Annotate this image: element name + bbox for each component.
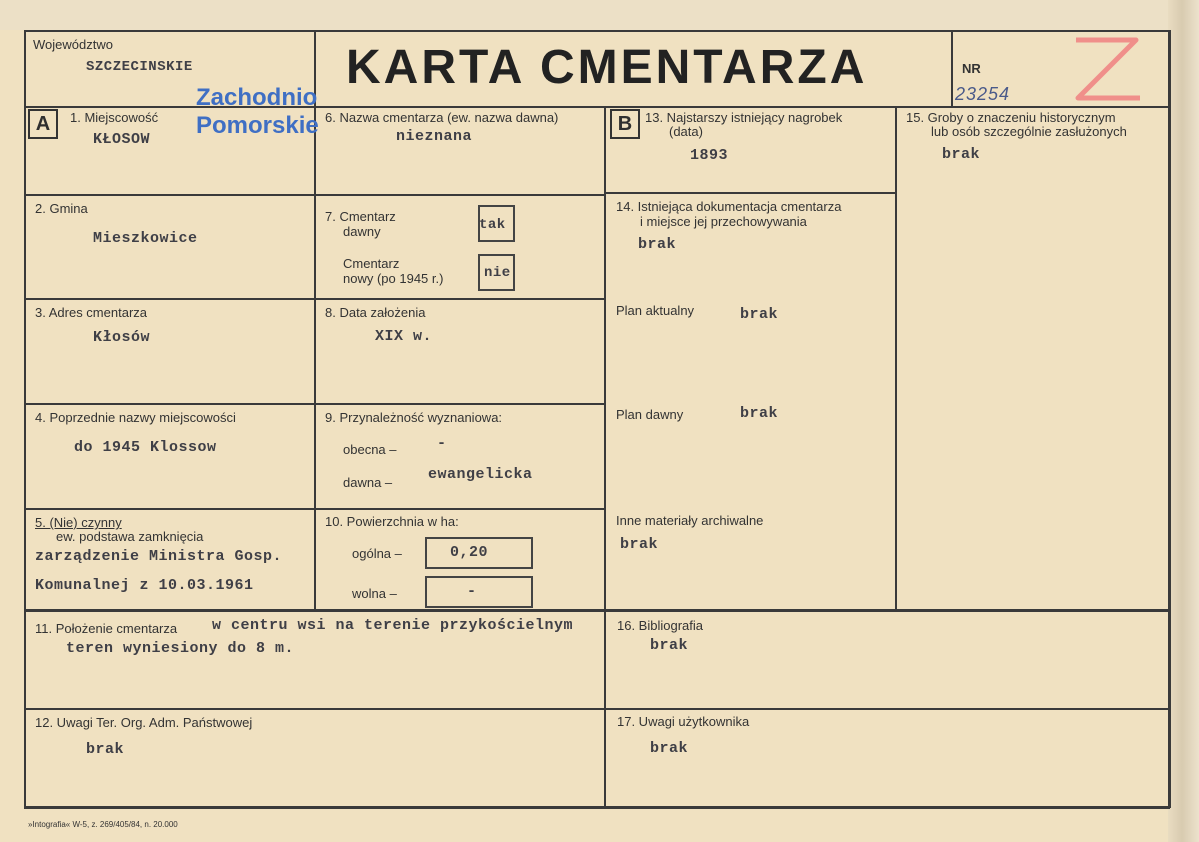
wojewodztwo-value: SZCZECINSKIE (86, 59, 193, 75)
row-line-b1 (606, 192, 896, 194)
binding-tape (1168, 0, 1199, 842)
f10-wolna-label: wolna – (352, 586, 397, 601)
frame-left (24, 30, 26, 808)
row-line-4 (24, 508, 606, 510)
f10-ogolna-label: ogólna – (352, 546, 402, 561)
plan-dawny-value: brak (740, 405, 779, 422)
f8-value: XIX w. (375, 328, 433, 345)
row-line-5 (24, 609, 1170, 612)
f8-label: 8. Data założenia (325, 305, 426, 320)
f17-label: 17. Uwagi użytkownika (617, 714, 750, 729)
f14-value: brak (638, 236, 677, 253)
plan-aktualny-label: Plan aktualny (616, 303, 695, 318)
col-divider-b (895, 106, 897, 610)
f11-label: 11. Położenie cmentarza (35, 621, 178, 636)
f15-value: brak (942, 146, 981, 163)
inne-label: Inne materiały archiwalne (616, 513, 764, 528)
row-line-3 (24, 403, 606, 405)
f12-value: brak (86, 741, 125, 758)
f14-label-line1: 14. Istniejąca dokumentacja cmentarza (616, 199, 842, 214)
f14-label-line2: i miejsce jej przechowywania (640, 214, 807, 229)
region-stamp-line1: Zachodnio (196, 84, 318, 111)
f9-dawna-label: dawna – (343, 475, 393, 490)
col-divider-mid (604, 106, 606, 808)
f15-label-line2: lub osób szczególnie zasłużonych (931, 124, 1127, 139)
f9-dawna-value: ewangelicka (428, 466, 533, 483)
f10-wolna-box (425, 576, 533, 608)
f2-value: Mieszkowice (93, 230, 198, 247)
f3-label: 3. Adres cmentarza (35, 305, 147, 320)
f7-label-d: nowy (po 1945 r.) (343, 271, 444, 286)
row-line-7 (24, 708, 1170, 710)
f11-value-line1: w centru wsi na terenie przykościelnym (212, 617, 574, 634)
frame-top (24, 30, 1170, 32)
row-line-2 (24, 298, 606, 300)
f5-sub: ew. podstawa zamknięcia (56, 529, 204, 544)
f13-label-line1: 13. Najstarszy istniejący nagrobek (645, 110, 843, 125)
f6-value: nieznana (396, 128, 473, 145)
f1-value: KŁOSOW (93, 131, 151, 148)
row-line-6 (316, 194, 606, 196)
f9-obecna-value: - (437, 435, 447, 452)
f17-value: brak (650, 740, 689, 757)
nr-value: 23254 (955, 84, 1011, 104)
f11-value-line2: teren wyniesiony do 8 m. (66, 640, 295, 657)
f1-label: 1. Miejscowość (70, 110, 159, 125)
f6-label: 6. Nazwa cmentarza (ew. nazwa dawna) (325, 110, 559, 125)
card-title: KARTA CMENTARZA (346, 41, 868, 94)
f7-label-a: 7. Cmentarz (325, 209, 396, 224)
f7-label-c: Cmentarz (343, 256, 400, 271)
region-stamp-line2: Pomorskie (196, 112, 319, 139)
f9-label: 9. Przynależność wyznaniowa: (325, 410, 503, 425)
f16-label: 16. Bibliografia (617, 618, 703, 633)
f2-label: 2. Gmina (35, 201, 88, 216)
f15-label-line1: 15. Groby o znaczeniu historycznym (906, 110, 1116, 125)
f4-label: 4. Poprzednie nazwy miejscowości (35, 410, 236, 425)
wojewodztwo-label: Województwo (33, 37, 113, 52)
f7-value-a: tak (479, 217, 506, 233)
f10-ogolna-value: 0,20 (450, 544, 489, 561)
nr-label: NR (962, 61, 981, 76)
row-line-1 (24, 194, 314, 196)
f5-value-line1: zarządzenie Ministra Gosp. (35, 548, 283, 565)
f13-value: 1893 (690, 147, 729, 164)
f7-label-b: dawny (343, 224, 381, 239)
f9-obecna-label: obecna – (343, 442, 397, 457)
f10-label: 10. Powierzchnia w ha: (325, 514, 459, 529)
plan-dawny-label: Plan dawny (616, 407, 684, 422)
section-b-letter: B (610, 109, 640, 139)
f16-value: brak (650, 637, 689, 654)
section-a-letter: A (28, 109, 58, 139)
plan-aktualny-value: brak (740, 306, 779, 323)
frame-right (1168, 30, 1171, 808)
f3-value: Kłosów (93, 329, 151, 346)
f5-value-line2: Komunalnej z 10.03.1961 (35, 577, 254, 594)
red-z-mark (1066, 32, 1146, 104)
inne-value: brak (620, 536, 659, 553)
f5-label: 5. (Nie) czynny (35, 515, 122, 530)
frame-bottom (24, 806, 1170, 809)
col-divider-a (314, 106, 316, 610)
f4-value: do 1945 Klossow (74, 439, 217, 456)
header-divider-2 (951, 30, 953, 108)
print-info: »Intografia« W-5, z. 269/405/84, n. 20.000 (28, 820, 178, 829)
f7-value-b: nie (484, 265, 511, 281)
f13-label-line2: (data) (669, 124, 703, 139)
f12-label: 12. Uwagi Ter. Org. Adm. Państwowej (35, 715, 253, 730)
card-top-edge (0, 0, 1199, 30)
f10-wolna-value: - (467, 583, 477, 600)
